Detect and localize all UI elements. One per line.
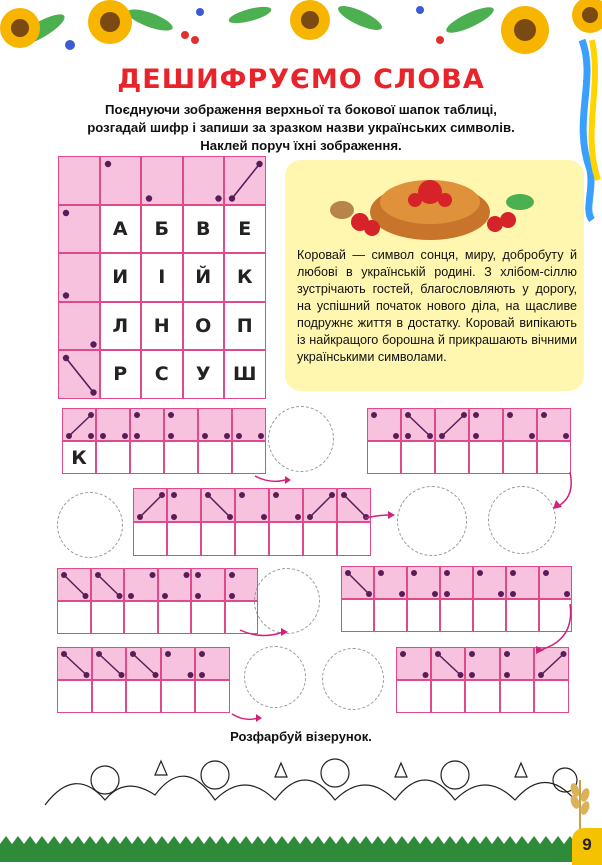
sticker-placeholder-circle[interactable] [57, 492, 123, 558]
row-header-cell [58, 205, 100, 254]
puzzle-code-cell [303, 488, 337, 522]
answer-letter-cell[interactable] [465, 680, 500, 713]
cipher-glyph-icon [125, 569, 159, 602]
answer-letter-cell[interactable] [96, 441, 130, 474]
answer-letter-cell[interactable] [158, 601, 192, 634]
cipher-glyph-icon [501, 648, 536, 681]
cipher-glyph-icon [408, 567, 441, 600]
page-number: 9 [582, 835, 592, 854]
puzzle-code-cell [506, 566, 539, 599]
cipher-glyph-icon [162, 648, 197, 681]
cipher-glyph-icon [58, 569, 92, 602]
sticker-placeholder-circle[interactable] [254, 568, 320, 634]
cipher-letter-cell: Р [100, 350, 142, 399]
puzzle-code-cell [164, 408, 198, 441]
cipher-glyph-icon [474, 567, 507, 600]
answer-letter-cell[interactable] [469, 441, 503, 474]
cipher-glyph-icon [225, 157, 267, 206]
cipher-glyph-icon [192, 569, 226, 602]
puzzle-code-cell [161, 647, 196, 680]
answer-letter-cell[interactable] [506, 599, 539, 632]
puzzle-code-cell [269, 488, 303, 522]
cipher-glyph-icon [196, 648, 231, 681]
answer-letter-cell[interactable] [396, 680, 431, 713]
cipher-glyph-icon [168, 489, 202, 523]
korovai-bread-icon [320, 162, 540, 242]
puzzle-code-cell [167, 488, 201, 522]
puzzle-code-cell [500, 647, 535, 680]
puzzle-code-cell [367, 408, 401, 441]
cipher-glyph-icon [368, 409, 402, 442]
cipher-glyph-icon [97, 409, 131, 442]
cipher-letter-cell: Е [224, 205, 266, 254]
answer-letter-cell[interactable] [374, 599, 407, 632]
cipher-glyph-icon [93, 648, 128, 681]
cipher-letter-cell: А [100, 205, 142, 254]
answer-letter-cell[interactable] [57, 680, 92, 713]
cipher-letter-cell: Л [100, 302, 142, 351]
cipher-glyph-icon [127, 648, 162, 681]
cipher-letter-cell: Н [141, 302, 183, 351]
answer-letter-cell[interactable] [435, 441, 469, 474]
cipher-glyph-icon [397, 648, 432, 681]
answer-letter-cell[interactable] [431, 680, 466, 713]
answer-letter-cell[interactable] [92, 680, 127, 713]
puzzle-code-cell [57, 647, 92, 680]
cipher-letter-cell: Б [141, 205, 183, 254]
row-header-cell [58, 253, 100, 302]
puzzle-code-cell [537, 408, 571, 441]
puzzle-code-cell [341, 566, 374, 599]
cipher-glyph-icon [466, 648, 501, 681]
cipher-letter-cell: У [183, 350, 225, 399]
cipher-glyph-icon [338, 489, 372, 523]
answer-letter-cell[interactable] [341, 599, 374, 632]
cipher-glyph-icon [270, 489, 304, 523]
puzzle-code-cell [57, 568, 91, 601]
row-header-cell [58, 302, 100, 351]
cipher-glyph-icon [59, 254, 101, 303]
cipher-glyph-icon [184, 157, 226, 206]
cipher-glyph-icon [233, 409, 267, 442]
answer-letter-cell[interactable] [407, 599, 440, 632]
answer-letter-cell[interactable] [440, 599, 473, 632]
bottom-stitch-border [0, 832, 602, 862]
sticker-placeholder-circle[interactable] [488, 486, 556, 554]
cipher-glyph-icon [131, 409, 165, 442]
answer-letter-cell[interactable] [303, 522, 337, 556]
answer-letter-cell[interactable] [161, 680, 196, 713]
answer-letter-cell[interactable] [269, 522, 303, 556]
puzzle-code-cell [92, 647, 127, 680]
answer-letter-cell[interactable] [367, 441, 401, 474]
puzzle-code-cell [435, 408, 469, 441]
cipher-glyph-icon [236, 489, 270, 523]
cipher-letter-cell: И [100, 253, 142, 302]
cipher-glyph-icon [199, 409, 233, 442]
puzzle-code-cell [539, 566, 572, 599]
answer-letter-cell[interactable] [503, 441, 537, 474]
cipher-glyph-icon [470, 409, 504, 442]
cipher-letter-cell: І [141, 253, 183, 302]
answer-letter-cell[interactable] [198, 441, 232, 474]
cipher-glyph-icon [540, 567, 573, 600]
answer-letter-cell[interactable] [191, 601, 225, 634]
sticker-placeholder-circle[interactable] [397, 486, 467, 556]
puzzle-code-cell [232, 408, 266, 441]
colouring-prompt: Розфарбуй візерунок. [230, 729, 372, 744]
puzzle-code-cell [374, 566, 407, 599]
cipher-letter-cell: О [183, 302, 225, 351]
column-header-cell [100, 156, 142, 205]
cipher-glyph-icon [432, 648, 467, 681]
puzzle-code-cell [201, 488, 235, 522]
cipher-glyph-icon [535, 648, 570, 681]
answer-letter-cell[interactable] [57, 601, 91, 634]
cipher-glyph-icon [538, 409, 572, 442]
cipher-glyph-icon [402, 409, 436, 442]
puzzle-code-cell [235, 488, 269, 522]
cipher-glyph-icon [142, 157, 184, 206]
puzzle-code-cell [431, 647, 466, 680]
cipher-glyph-icon [59, 206, 101, 255]
cipher-glyph-icon [58, 648, 93, 681]
answer-letter-cell[interactable] [473, 599, 506, 632]
cipher-glyph-icon [92, 569, 126, 602]
instruction-line-1: Поєднуючи зображення верхньої та бокової шапок таблиці, [105, 102, 497, 117]
cipher-glyph-icon [375, 567, 408, 600]
cipher-glyph-icon [165, 409, 199, 442]
wheat-icon [560, 770, 600, 830]
puzzle-code-cell [198, 408, 232, 441]
puzzle-code-cell [407, 566, 440, 599]
cipher-letter-cell: Ш [224, 350, 266, 399]
cipher-glyph-icon [159, 569, 193, 602]
puzzle-code-cell [225, 568, 259, 601]
answer-letter-cell[interactable] [232, 441, 266, 474]
answer-letter-cell[interactable] [539, 599, 572, 632]
answer-letter-cell[interactable] [201, 522, 235, 556]
puzzle-code-cell [401, 408, 435, 441]
puzzle-code-cell [62, 408, 96, 441]
arrow-1 [255, 476, 285, 481]
answer-letter-cell[interactable] [537, 441, 571, 474]
cipher-letter-cell: Й [183, 253, 225, 302]
cipher-letter-cell: К [224, 253, 266, 302]
column-header-cell [141, 156, 183, 205]
answer-letter-cell[interactable] [130, 441, 164, 474]
answer-letter-cell[interactable] [500, 680, 535, 713]
cipher-glyph-icon [507, 567, 540, 600]
cipher-glyph-icon [441, 567, 474, 600]
cipher-letter-cell: В [183, 205, 225, 254]
puzzle-code-cell [130, 408, 164, 441]
cipher-glyph-icon [134, 489, 168, 523]
puzzle-code-cell [96, 408, 130, 441]
cipher-letter-cell: П [224, 302, 266, 351]
puzzle-code-cell [191, 568, 225, 601]
puzzle-code-cell [133, 488, 167, 522]
answer-letter-cell[interactable] [225, 601, 259, 634]
info-text: Коровай — символ сонця, миру, добробуту й любові в українській родині. З хлібом-сіллю зустрічають гостей, благословляють у дорогу, на успішний початок нового діла, на щасливе подружнє життя в достатку. Коровай випікають із найкращого борошна й прикрашають вічними українськими символами. [297, 248, 577, 364]
arrow-6 [232, 714, 258, 719]
table-corner-cell [58, 156, 100, 205]
sticker-placeholder-circle[interactable] [244, 646, 306, 708]
cipher-glyph-icon [202, 489, 236, 523]
answer-letter-cell[interactable] [126, 680, 161, 713]
cipher-glyph-icon [436, 409, 470, 442]
floral-header-decoration [0, 0, 602, 60]
answer-letter-cell[interactable] [337, 522, 371, 556]
instruction-line-3: Наклей поруч їхні зображення. [200, 138, 402, 153]
answer-letter-cell[interactable] [195, 680, 230, 713]
puzzle-code-cell [534, 647, 569, 680]
puzzle-code-cell [469, 408, 503, 441]
cipher-glyph-icon [63, 409, 97, 442]
puzzle-code-cell [465, 647, 500, 680]
instruction-line-2: розгадай шифр і запиши за зразком назви українських символів. [87, 120, 515, 135]
answer-letter-cell[interactable]: К [62, 441, 96, 474]
puzzle-code-cell [473, 566, 506, 599]
column-header-cell [224, 156, 266, 205]
answer-letter-cell[interactable] [133, 522, 167, 556]
answer-letter-cell[interactable] [401, 441, 435, 474]
cipher-glyph-icon [304, 489, 338, 523]
puzzle-code-cell [503, 408, 537, 441]
cipher-glyph-icon [59, 351, 101, 400]
sticker-placeholder-circle[interactable] [268, 406, 334, 472]
puzzle-code-cell [337, 488, 371, 522]
answer-letter-cell[interactable] [534, 680, 569, 713]
embroidery-border [45, 745, 585, 820]
cipher-glyph-icon [59, 303, 101, 352]
cipher-letter-cell: С [141, 350, 183, 399]
cipher-glyph-icon [342, 567, 375, 600]
answer-letter-cell[interactable] [167, 522, 201, 556]
cipher-glyph-icon [101, 157, 143, 206]
answer-letter-cell[interactable] [124, 601, 158, 634]
puzzle-code-cell [124, 568, 158, 601]
answer-letter-cell[interactable] [235, 522, 269, 556]
puzzle-code-cell [126, 647, 161, 680]
answer-letter-cell[interactable] [164, 441, 198, 474]
puzzle-code-cell [158, 568, 192, 601]
puzzle-code-cell [440, 566, 473, 599]
row-header-cell [58, 350, 100, 399]
cipher-glyph-icon [504, 409, 538, 442]
page-title: ДЕШИФРУЄМО СЛОВА [117, 64, 485, 95]
answer-letter-cell[interactable] [91, 601, 125, 634]
puzzle-code-cell [195, 647, 230, 680]
column-header-cell [183, 156, 225, 205]
puzzle-code-cell [396, 647, 431, 680]
puzzle-code-cell [91, 568, 125, 601]
arrow-2 [560, 472, 571, 505]
sticker-placeholder-circle[interactable] [322, 648, 384, 710]
